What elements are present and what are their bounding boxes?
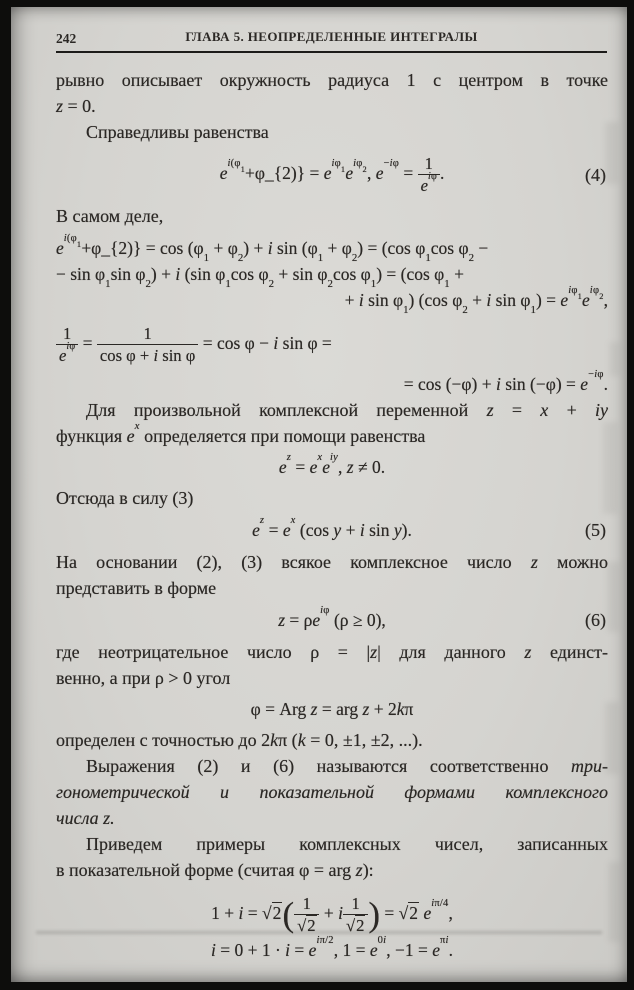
- equation-5: [56, 517, 608, 543]
- arbitrary-line-2: функция $e^x$ определяется при помощи равенства: [56, 419, 426, 446]
- examples-line-2: в показательной форме (считая φ = arg z):: [56, 859, 374, 880]
- equation-4-number: (4): [585, 164, 606, 185]
- equation-6-number: (6): [585, 609, 606, 630]
- derivation-line-1: $e^{i(\varphi_1}+\varphi\_\{2)\} = \cos (\varphi_1 + \varphi_2) + i$ $\sin (\varphi_1 + \varphi_2) = (\cos$ $\varphi_1\cos$ $\varphi_2$ −: [56, 233, 489, 265]
- example-equation-1-formula: 1 + i = √2( $\frac{1}{√2}$ + i $\frac{1}{√2}$ ) = √2 $e^{i\pi/4}$,: [211, 893, 453, 936]
- example-equation-2: [56, 937, 608, 963]
- equation-5-number: (5): [585, 519, 606, 540]
- equation-6-formula: $z = \rho e^{i\varphi}$ (ρ ≥ 0),: [278, 605, 386, 630]
- defined-line: определен с точностью до 2kπ (k = 0, ±1, ±2, ...).: [56, 729, 423, 750]
- derivation-line-4: $\frac{1}{e^{i\varphi}}$ = $\frac{1}{\text{cos φ + i sin φ}}$ = cos φ − i sin φ =: [56, 325, 608, 365]
- bleedthrough-artifact: [608, 862, 621, 942]
- example-equation-2-formula: $i = 0 + 1 \cdot i = e^{i\pi/2}$, $1 = e^{0i}$, $-1 = e^{\pi i}$.: [210, 935, 454, 960]
- arbitrary-line-1: Для произвольной комплексной переменной z = x + iy: [86, 399, 609, 420]
- page-number: 242: [56, 31, 77, 46]
- bleedthrough-artifact: [605, 702, 619, 774]
- intro-line-2: z = 0.: [56, 96, 96, 116]
- page-header: [56, 28, 607, 53]
- basis-line-2: представить в форме: [56, 577, 217, 598]
- equation-exp-def: [56, 454, 608, 480]
- derivation-line-5: = cos (−φ) + i $\sin (-\varphi) = e^{-i\varphi}$.: [403, 369, 608, 394]
- examples-line-1: Приведем примеры комплексных чисел, записанных: [86, 833, 608, 854]
- page-content: [11, 53, 627, 965]
- example-equation-1: [56, 895, 608, 935]
- forms-line-1: Выражения (2) и (6) называются соответственно три-: [86, 755, 608, 776]
- chapter-title: ГЛАВА 5. НЕОПРЕДЕЛЕННЫЕ ИНТЕГРАЛЫ: [185, 29, 478, 44]
- equalities-lead: Справедливы равенства: [86, 122, 269, 142]
- hence-line: Отсюда в силу (3): [56, 487, 194, 508]
- where-line-1: где неотрицательное число ρ = |z| для данного z единст-: [56, 641, 608, 662]
- bleedthrough-artifact: [607, 562, 620, 632]
- page: [11, 7, 627, 982]
- equation-6: [56, 607, 608, 633]
- equation-4-formula: $e^{i(\varphi_1}+\varphi\_\{2)\} = e^{i\varphi_1}e^{i\varphi_2}$, $e^{-i\varphi}$ = $\frac{1}{e^{i\varphi}}$ .: [219, 154, 445, 196]
- forms-line-2: гонометрической и показательной формами комплексного: [56, 781, 608, 802]
- equation-4: [56, 155, 608, 195]
- equation-arg: [56, 696, 608, 722]
- equation-arg-formula: φ = Arg z = arg z + 2kπ: [250, 698, 414, 719]
- intro-line-1: рывно описывает окружность радиуса 1 с центром в точке: [56, 70, 608, 90]
- scan-smudge: [36, 931, 603, 934]
- derivation-line-2: − $\sin \varphi_1\sin$ $\varphi_2) + i$ (sin $\varphi_1\cos$ $\varphi_2 + \sin \varphi_2\cos$ $\varphi_1) = (\cos$ $\varphi_1$ +: [56, 263, 464, 291]
- basis-line-1: На основании (2), (3) всякое комплексное число z можно: [56, 551, 609, 572]
- bleedthrough-artifact: [603, 422, 618, 514]
- indeed-line: В самом деле,: [56, 205, 164, 226]
- bleedthrough-artifact: [605, 122, 619, 184]
- derivation-line-3: + i $\sin \varphi_1$) (cos $\varphi_2 + i$ $\sin \varphi_1) = e^{i\varphi_1}e^{i\varphi_2}$,: [344, 285, 608, 317]
- where-line-2: венно, а при ρ > 0 угол: [56, 667, 231, 688]
- bleedthrough-artifact: [609, 342, 621, 376]
- equation-5-formula: $e^z = e^x$ (cos y + i sin y).: [252, 515, 412, 540]
- equation-exp-def-formula: $e^z = e^xe^{iy}$, z ≠ 0.: [278, 452, 386, 477]
- forms-line-3: числа z.: [56, 807, 115, 828]
